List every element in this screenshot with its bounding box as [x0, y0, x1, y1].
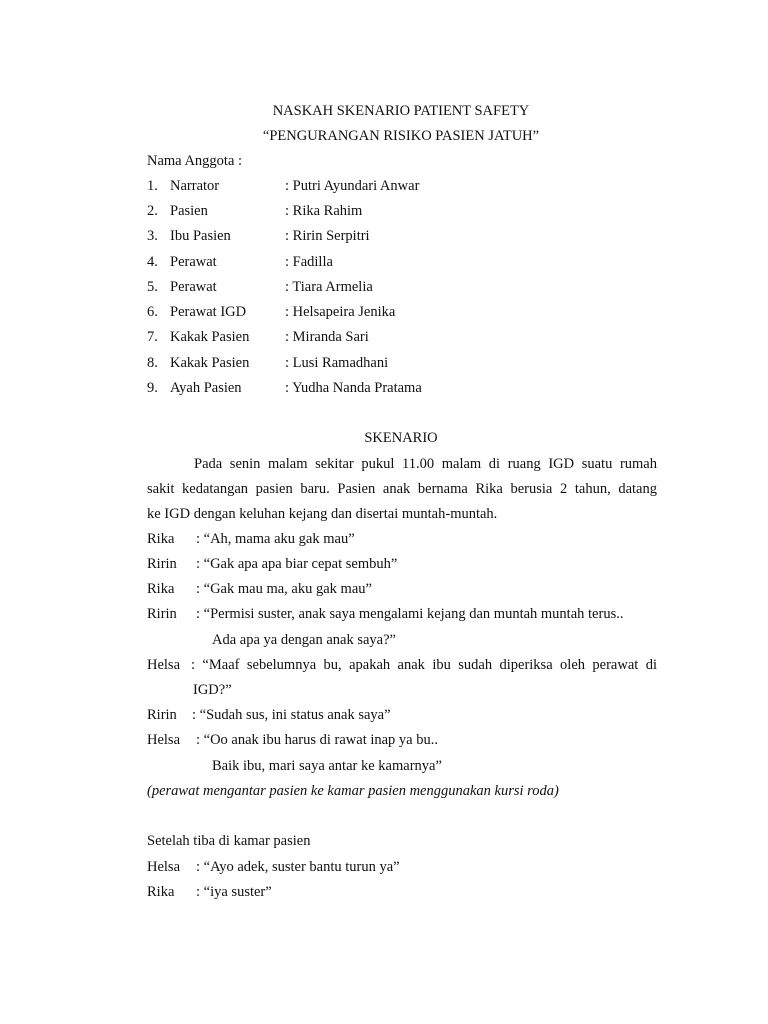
intro-line: sakit kedatangan pasien baru. Pasien anak bernama Rika berusia 2 tahun, datang	[147, 481, 657, 497]
dialogue-text: : “Maaf sebelumnya bu, apakah anak ibu sudah diperiksa oleh perawat di	[191, 657, 657, 673]
member-role: Perawat IGD	[170, 304, 247, 320]
document-subtitle: “PENGURANGAN RISIKO PASIEN JATUH”	[262, 128, 540, 144]
dialogue-text: : “Permisi suster, anak saya mengalami kejang dan muntah muntah terus..	[196, 606, 624, 622]
document-title: NASKAH SKENARIO PATIENT SAFETY	[272, 103, 530, 119]
member-number: 1.	[147, 178, 158, 194]
dialogue-continuation: Ada apa ya dengan anak saya?”	[212, 632, 396, 648]
speaker-name: Helsa	[147, 859, 181, 875]
member-role: Kakak Pasien	[170, 355, 250, 371]
member-number: 3.	[147, 228, 158, 244]
dialogue-text: : “Gak mau ma, aku gak mau”	[196, 581, 372, 597]
member-name: : Yudha Nanda Pratama	[285, 380, 422, 396]
speaker-name: Rika	[147, 531, 175, 547]
member-number: 4.	[147, 254, 158, 270]
speaker-name: Helsa	[147, 657, 181, 673]
stage-direction: (perawat mengantar pasien ke kamar pasien menggunakan kursi roda)	[147, 783, 559, 799]
dialogue-text: : “Sudah sus, ini status anak saya”	[192, 707, 391, 723]
speaker-name: Rika	[147, 581, 175, 597]
member-role: Perawat	[170, 279, 217, 295]
member-name: : Rika Rahim	[285, 203, 363, 219]
member-number: 6.	[147, 304, 158, 320]
section-heading: Setelah tiba di kamar pasien	[147, 833, 311, 849]
intro-line: Pada senin malam sekitar pukul 11.00 malam di ruang IGD suatu rumah	[194, 456, 657, 472]
dialogue-continuation: IGD?”	[193, 682, 232, 698]
scenario-heading: SKENARIO	[364, 430, 438, 446]
dialogue-text: : “Ayo adek, suster bantu turun ya”	[196, 859, 400, 875]
member-name: : Lusi Ramadhani	[285, 355, 389, 371]
dialogue-continuation: Baik ibu, mari saya antar ke kamarnya”	[212, 758, 442, 774]
dialogue-text: : “iya suster”	[196, 884, 272, 900]
member-name: : Fadilla	[285, 254, 333, 270]
speaker-name: Helsa	[147, 732, 181, 748]
member-number: 7.	[147, 329, 158, 345]
member-name: : Ririn Serpitri	[285, 228, 370, 244]
dialogue-text: : “Ah, mama aku gak mau”	[196, 531, 355, 547]
member-role: Pasien	[170, 203, 208, 219]
member-role: Ibu Pasien	[170, 228, 231, 244]
member-name: : Putri Ayundari Anwar	[285, 178, 420, 194]
member-role: Kakak Pasien	[170, 329, 250, 345]
members-heading: Nama Anggota :	[147, 153, 243, 169]
speaker-name: Rika	[147, 884, 175, 900]
member-number: 8.	[147, 355, 158, 371]
speaker-name: Ririn	[147, 556, 177, 572]
member-name: : Miranda Sari	[285, 329, 369, 345]
dialogue-text: : “Gak apa apa biar cepat sembuh”	[196, 556, 398, 572]
dialogue-text: : “Oo anak ibu harus di rawat inap ya bu..	[196, 732, 438, 748]
speaker-name: Ririn	[147, 707, 177, 723]
member-role: Ayah Pasien	[170, 380, 242, 396]
member-number: 5.	[147, 279, 158, 295]
member-number: 2.	[147, 203, 158, 219]
member-role: Perawat	[170, 254, 217, 270]
member-name: : Helsapeira Jenika	[285, 304, 396, 320]
member-role: Narrator	[170, 178, 220, 194]
member-name: : Tiara Armelia	[285, 279, 373, 295]
intro-line: ke IGD dengan keluhan kejang dan disertai muntah-muntah.	[147, 506, 498, 522]
speaker-name: Ririn	[147, 606, 177, 622]
member-number: 9.	[147, 380, 158, 396]
